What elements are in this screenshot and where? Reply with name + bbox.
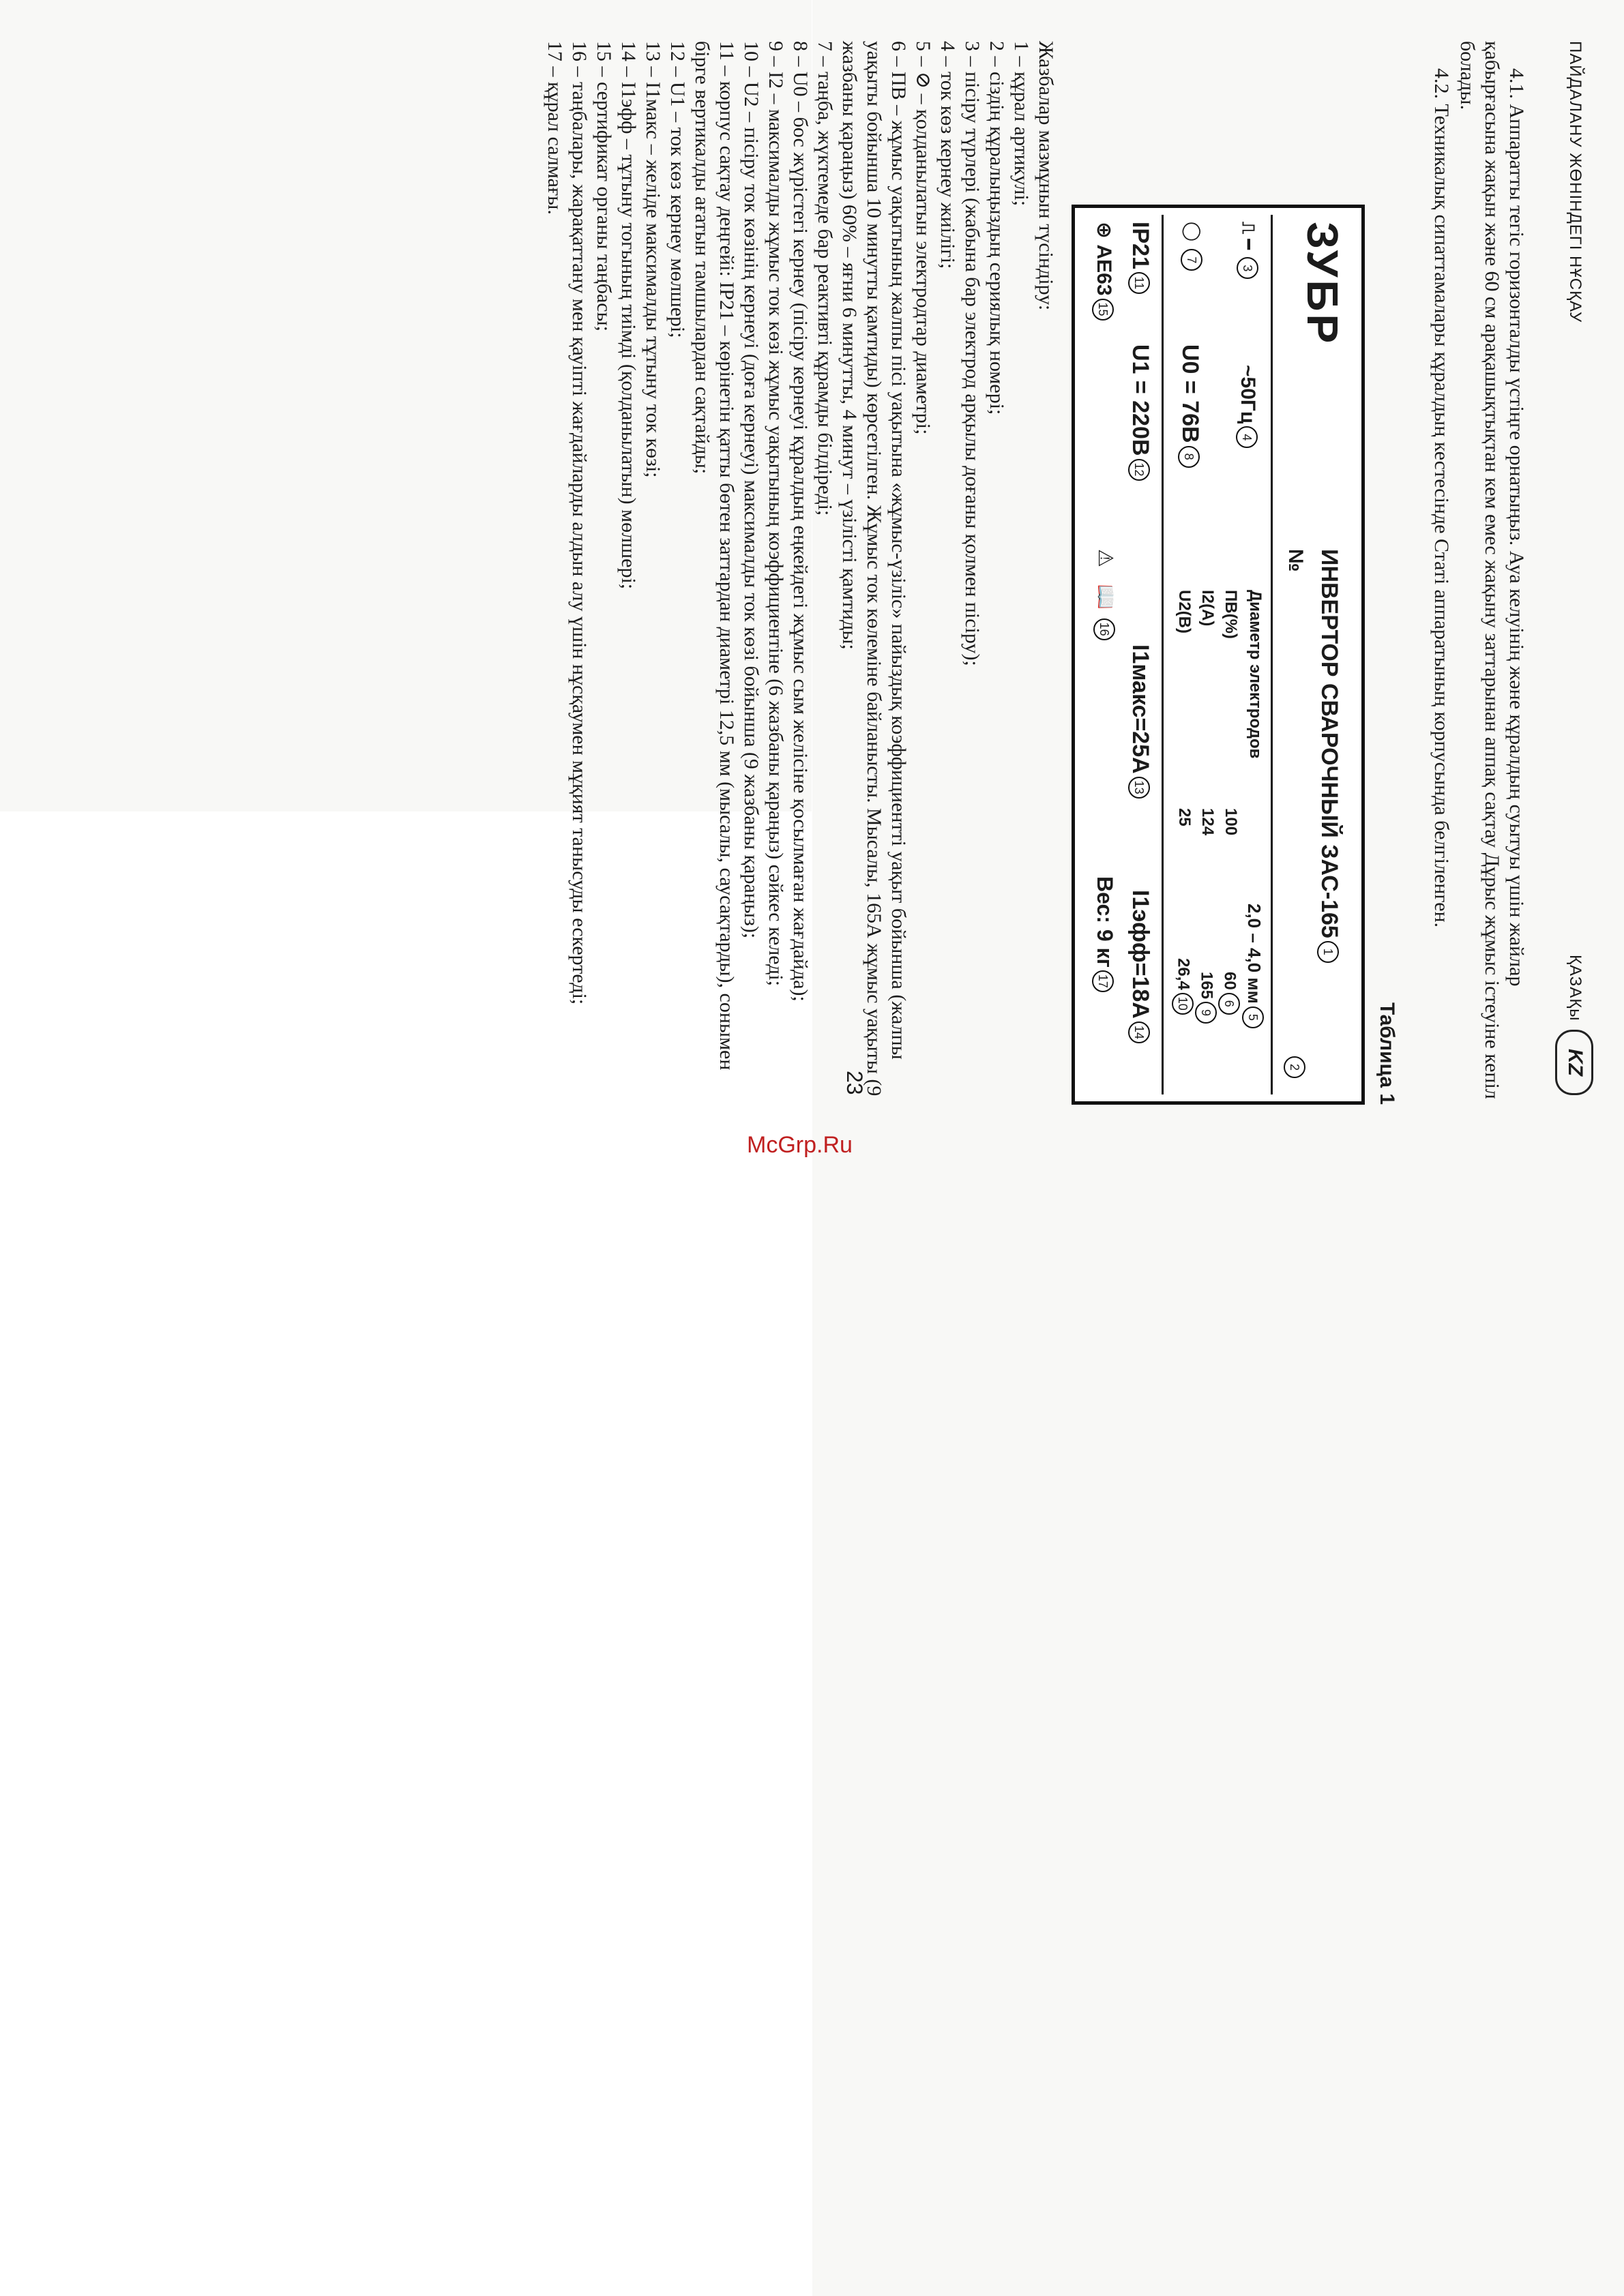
plate-i2-2: 1659 <box>1195 972 1217 1024</box>
nameplate <box>1072 205 1365 1105</box>
brand-logo: ЗУБР <box>1298 222 1347 346</box>
legend-list <box>542 41 1033 1105</box>
plate-cert: ⊕ АЕ6315 <box>1092 222 1116 320</box>
plate-ip: IP2111 <box>1127 222 1153 294</box>
text-line: 15 – сертификат органы таңбасы; <box>593 41 615 332</box>
plate-i2-1: 124 <box>1198 808 1217 836</box>
text-line: 13 – I1макс – желіде максималды тұтыну ток көзі; <box>642 41 664 478</box>
plate-serial-marker: 2 <box>1284 1054 1307 1078</box>
plate-pv-label: ПВ(%) <box>1222 590 1240 639</box>
text-line: 10 – U2 – пісіру ток көзінің кернеуі (доға кернеуі) максималды ток көзі бойынша (9 жазбаны қараңыз); <box>740 41 763 939</box>
header-title-right: ПАЙДАЛАНУ ЖӨНІНДЕГІ НҰСҚАУ <box>1566 41 1584 323</box>
watermark: McGrp.Ru <box>747 1132 853 1158</box>
text-line: 11 – корпус сақтау деңгейі: IP21 – көрінетін қатты бөтен заттардан диаметрі 12,5 мм (мысалы, саусақтарды), сонымен бірге вертикалды ағатын тамшылардан сақтайды; <box>691 41 738 1071</box>
legend-title: Жазбалар мазмұнын түсіндіру: <box>1035 41 1057 311</box>
text-line: 12 – U1 – ток көз кернеу мөлшері; <box>666 41 689 338</box>
text-line: 1 – құрал артикулі; <box>1010 41 1033 207</box>
plate-number-label: № <box>1284 549 1307 572</box>
text-line: 2 – сіздің құралыңыздың сериялық номері; <box>986 41 1008 415</box>
text-line: 14 – I1эфф – тұтыну тогының тиімді (қолданылатын) мөлшері; <box>617 41 640 590</box>
plate-diameter-label: Диаметр электродов <box>1246 590 1265 759</box>
text-line: 17 – құрал салмағы. <box>544 41 566 215</box>
text-line: 6 – ПВ – жұмыс уақытының жалпы пісі уақытына «жұмыс-үзіліс» пайыздық коэффициентті уақыт бойынша (жалпы уақыты бойынша 10 минутты қамтиды) көрсетілген. Жұмыс ток көлеміне байланысты. Мысалы, 165А жұмыс уақыты (9 жазбаны қараңыз) 60% – яғни 6 минутты, 4 минут – үзілісті қамтиды; <box>838 41 910 1097</box>
plate-u0: U0 = 76В8 <box>1177 344 1203 468</box>
para-4-1: 4.1. Аппаратты тегіс горизонталды үстіңге орнатыңыз. Ауа келуінің және құралдың суытуы үшін жайлар қабырғасына жақын және 60 см арақашықтықтан кем емес жақыну заттарынан аппақ сақтау Дұрыс жұмыс істеуіне кепіл болады. <box>1456 41 1528 1099</box>
weld-type-marker: ⎍ ━ 3 <box>1237 222 1259 279</box>
text-line: 5 – ⊘ – қолданылатын электродтар диаметрі; <box>912 41 934 435</box>
plate-weight: Вес: 9 кг17 <box>1092 876 1117 992</box>
plate-u2-1: 25 <box>1175 808 1194 826</box>
page-number-23: 23 <box>842 1071 867 1095</box>
plate-title: ИНВЕРТОР СВАРОЧНЫЙ ЗАС-1651 <box>1316 549 1342 963</box>
text-line: 9 – I2 – максималды жұмыс ток көзі жұмыс уақытының коэффициентіне (6 жазбаны қараңыз) сәйкес келеді; <box>765 41 787 987</box>
plate-i2-label: I2(A) <box>1198 590 1217 627</box>
header-lang-right: ҚАЗАҚы <box>1566 955 1584 1022</box>
table-caption: Таблица 1 <box>1376 1002 1398 1105</box>
plate-diameter-value: 2,0 – 4,0 мм5 <box>1242 904 1265 1028</box>
plate-u1: U1 = 220В12 <box>1127 344 1153 481</box>
kz-badge-right: KZ <box>1555 1030 1593 1095</box>
plate-u2-label: U2(B) <box>1175 590 1194 633</box>
plate-ieff: I1эфф=18А14 <box>1127 890 1153 1043</box>
text-line: 16 – таңбалары, жарақаттану мен қауіпті жағдайларды алдын алу үшін нұсқаумен мұқият танысуды ескертеді; <box>568 41 591 1005</box>
plate-divider-2 <box>1162 215 1164 1094</box>
plate-u2-2: 26,410 <box>1172 958 1194 1015</box>
plate-imax: I1макс=25А13 <box>1127 644 1153 799</box>
text-line: 7 – таңба, жүктемеде бар реактивті құрамды білдіреді; <box>814 41 836 516</box>
warning-icon: ⚠ 📖 16 <box>1093 549 1117 640</box>
reactive-marker: ◯ 7 <box>1181 222 1203 271</box>
plate-freq: ~50Гц4 <box>1236 365 1259 448</box>
text-line: 8 – U0 – бос жүрістегі кернеу (пісіру кернеуі құралдың еңкейдегі жұмыс сым желісіне қосылмаған жағдайда); <box>789 41 812 1002</box>
plate-pv-2: 606 <box>1218 972 1240 1015</box>
text-line: 4 – ток көз кернеу жиілігі; <box>936 41 959 269</box>
para-4-2: 4.2. Техникалық сипаттамалары құралдың кестесінде Статі аппаратының корпусында белгіленген. <box>1430 68 1453 928</box>
text-line: 3 – пісіру түрлері (жабына бар электрод арқылы доғаны қолмен пісіру); <box>961 41 984 666</box>
plate-pv-1: 100 <box>1222 808 1240 836</box>
plate-divider <box>1271 215 1273 1094</box>
